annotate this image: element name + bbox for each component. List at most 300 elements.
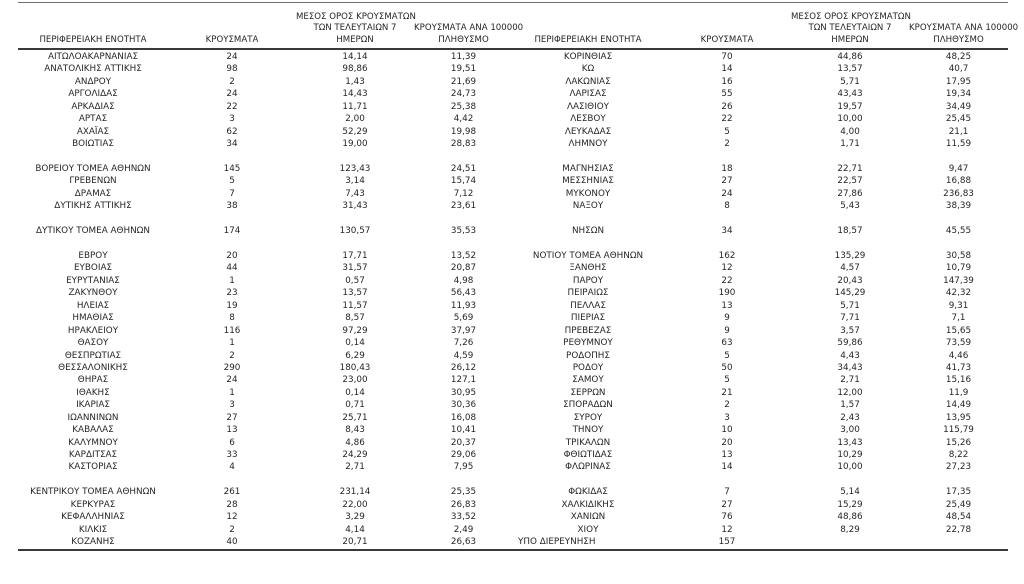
avg7-cell: 3,14 (345, 176, 365, 187)
table-row (513, 536, 1008, 548)
table-row (18, 113, 513, 125)
cases-cell: 3 (229, 400, 235, 411)
left-column-header-region: ΠΕΡΙΦΕΡΕΙΑΚΗ ΕΝΟΤΗΤΑ (39, 34, 147, 45)
table-row (513, 337, 1008, 349)
table-row (513, 200, 1008, 212)
avg7-cell: 52,29 (342, 126, 368, 137)
per100k-cell: 5,69 (453, 313, 474, 324)
region-cell: ΚΩ (581, 64, 595, 75)
avg7-cell: 24,29 (342, 450, 368, 460)
cases-cell: 157 (718, 537, 736, 548)
avg7-cell: 231,14 (339, 487, 371, 498)
region-cell: ΔΥΤΙΚΟΥ ΤΟΜΕΑ ΑΘΗΝΩΝ (36, 226, 150, 237)
per100k-cell: 11,93 (450, 300, 477, 311)
per100k-cell: 26,63 (450, 537, 477, 548)
cases-cell: 2 (724, 139, 730, 150)
right-table-header (513, 12, 1019, 48)
per100k-cell: 27,23 (945, 462, 972, 473)
region-cell: ΓΡΕΒΕΝΩΝ (69, 176, 117, 187)
avg7-cell: 0,57 (345, 275, 365, 286)
region-cell: ΞΑΝΘΗΣ (569, 263, 607, 274)
avg7-cell: 10,00 (837, 462, 863, 473)
avg7-cell: 4,86 (345, 437, 365, 448)
cases-cell: 27 (226, 412, 238, 423)
per100k-cell: 15,65 (945, 325, 972, 336)
region-cell: ΙΚΑΡΙΑΣ (76, 400, 110, 411)
avg7-cell: 10,29 (837, 450, 863, 460)
per100k-cell: 40,7 (948, 64, 969, 75)
region-cell: ΗΜΑΘΙΑΣ (72, 313, 114, 324)
avg7-cell: 98,86 (342, 64, 368, 75)
cases-cell: 2 (229, 524, 235, 535)
cases-cell: 24 (226, 89, 238, 100)
region-cell: ΠΡΕΒΕΖΑΣ (564, 325, 612, 336)
table-row (513, 449, 1008, 461)
table-row (18, 524, 513, 536)
table-row (18, 374, 513, 386)
cases-cell: 2 (724, 400, 730, 411)
table-row (18, 200, 513, 212)
avg7-cell: 19,57 (837, 101, 863, 112)
cases-cell: 24 (226, 375, 238, 386)
avg7-cell: 4,00 (840, 126, 860, 137)
right-column-header-cases: ΚΡΟΥΣΜΑΤΑ (700, 34, 754, 45)
avg7-cell: 25,71 (342, 412, 368, 423)
cases-cell: 261 (223, 487, 241, 498)
avg7-cell: 3,00 (840, 425, 860, 436)
per100k-cell: 4,46 (948, 350, 969, 361)
cases-cell: 20 (226, 251, 238, 261)
avg7-cell: 22,57 (837, 176, 863, 187)
per100k-cell: 15,16 (945, 375, 972, 386)
region-cell: ΛΕΣΒΟΥ (570, 114, 606, 125)
region-cell: ΛΕΥΚΑΔΑΣ (564, 126, 612, 137)
per100k-cell: 4,59 (453, 350, 474, 361)
left-table-header (18, 12, 524, 48)
table-row (513, 350, 1008, 362)
per100k-cell: 19,34 (945, 89, 972, 100)
region-cell: ΙΩΑΝΝΙΝΩΝ (67, 412, 119, 423)
avg7-cell: 130,57 (339, 226, 371, 237)
table-row (18, 51, 513, 63)
table-row-blank (18, 238, 513, 250)
per100k-cell: 7,1 (951, 313, 966, 324)
avg7-cell: 0,71 (345, 400, 365, 411)
cases-cell: 5 (724, 126, 730, 137)
table-row (18, 126, 513, 138)
per100k-cell: 7,95 (453, 462, 474, 473)
per100k-cell: 25,45 (945, 114, 972, 125)
table-row (513, 412, 1008, 424)
region-cell: ΦΘΙΩΤΙΔΑΣ (563, 450, 613, 460)
per100k-cell: 10,41 (450, 425, 477, 436)
region-cell: ΘΕΣΠΡΩΤΙΑΣ (64, 350, 122, 361)
table-row (18, 300, 513, 312)
table-row (18, 399, 513, 411)
per100k-cell: 147,39 (943, 275, 974, 286)
table-row (18, 138, 513, 150)
avg7-cell: 20,43 (837, 275, 863, 286)
cases-cell: 13 (721, 450, 733, 460)
region-cell: ΜΥΚΟΝΟΥ (565, 188, 611, 199)
region-cell: ΧΑΝΙΩΝ (570, 512, 606, 523)
table-row-blank (18, 151, 513, 163)
region-cell: ΜΑΓΝΗΣΙΑΣ (562, 163, 614, 174)
per100k-cell: 19,98 (450, 126, 477, 137)
cases-cell: 13 (226, 425, 238, 436)
table-row (513, 486, 1008, 498)
per100k-cell: 28,83 (450, 139, 477, 150)
per100k-cell: 20,87 (450, 263, 477, 274)
per100k-cell: 13,95 (945, 412, 972, 423)
avg7-cell: 31,43 (342, 201, 368, 212)
region-cell: ΖΑΚΥΝΘΟΥ (68, 288, 118, 299)
avg7-cell: 20,71 (342, 537, 368, 548)
regional-cases-report-table (18, 2, 1019, 551)
cases-cell: 20 (721, 437, 733, 448)
per100k-cell: 4,98 (453, 275, 474, 286)
table-row (18, 63, 513, 75)
region-cell: ΦΩΚΙΔΑΣ (568, 487, 608, 498)
per100k-cell: 17,95 (945, 76, 972, 87)
per100k-cell: 26,83 (450, 499, 477, 510)
region-cell: ΑΙΤΩΛΟΑΚΑΡΝΑΝΙΑΣ (47, 52, 139, 62)
avg7-cell: 4,43 (840, 350, 860, 361)
region-cell: ΗΡΑΚΛΕΙΟΥ (67, 325, 119, 336)
per100k-cell: 56,43 (450, 288, 477, 299)
avg7-cell: 2,43 (840, 412, 860, 423)
per100k-cell: 15,74 (450, 176, 477, 187)
cases-cell: 116 (223, 325, 241, 336)
per100k-cell: 22,78 (945, 524, 972, 535)
table-row (18, 437, 513, 449)
avg7-cell: 4,14 (345, 524, 365, 535)
region-cell: ΡΟΔΟΥ (572, 362, 604, 373)
table-row (18, 486, 513, 498)
table-row (513, 499, 1008, 511)
cases-cell: 70 (721, 52, 733, 62)
per100k-cell: 48,25 (945, 52, 972, 62)
table-row (513, 424, 1008, 436)
cases-cell: 7 (229, 188, 235, 199)
avg7-cell: 43,43 (837, 89, 863, 100)
avg7-cell (791, 536, 909, 548)
table-row (18, 175, 513, 187)
region-cell: ΠΕΙΡΑΙΩΣ (567, 288, 609, 299)
per100k-cell: 9,47 (948, 163, 969, 174)
region-cell: ΒΟΙΩΤΙΑΣ (72, 139, 114, 150)
table-row (513, 51, 1008, 63)
table-row (18, 275, 513, 287)
cases-cell: 8 (229, 313, 235, 324)
per100k-cell: 15,26 (945, 437, 972, 448)
table-row (18, 76, 513, 88)
table-row (18, 188, 513, 200)
region-cell: ΕΒΡΟΥ (78, 251, 108, 261)
per100k-cell: 127,1 (450, 375, 477, 386)
table-row (513, 88, 1008, 100)
table-row (18, 225, 513, 237)
table-row-blank (18, 474, 513, 486)
cases-cell: 23 (226, 288, 238, 299)
per100k-cell: 38,39 (945, 201, 972, 212)
table-row (513, 63, 1008, 75)
cases-cell: 12 (721, 524, 733, 535)
per100k-cell: 8,22 (948, 450, 969, 460)
region-cell: ΝΟΤΙΟΥ ΤΟΜΕΑ ΑΘΗΝΩΝ (532, 251, 644, 261)
region-cell: ΝΗΣΩΝ (571, 226, 605, 237)
avg7-cell: 123,43 (339, 163, 371, 174)
avg7-cell: 48,86 (837, 512, 863, 523)
region-cell: ΑΡΤΑΣ (78, 114, 108, 125)
region-cell: ΕΥΡΥΤΑΝΙΑΣ (66, 275, 120, 286)
table-body-band (18, 50, 1008, 551)
per100k-cell: 11,59 (945, 139, 972, 150)
cases-cell: 290 (223, 362, 241, 373)
table-row (18, 88, 513, 100)
per100k-cell: 7,12 (453, 188, 474, 199)
avg7-cell: 8,57 (345, 313, 365, 324)
cases-cell: 14 (721, 64, 733, 75)
per100k-cell: 26,12 (450, 362, 477, 373)
avg7-cell: 34,43 (837, 362, 863, 373)
right-table-body (513, 51, 1008, 549)
avg7-cell: 31,57 (342, 263, 368, 274)
per100k-cell: 25,35 (450, 487, 477, 498)
region-cell: ΧΑΛΚΙΔΙΚΗΣ (561, 499, 615, 510)
per100k-cell: 30,95 (450, 387, 477, 398)
region-cell: ΡΟΔΟΠΗΣ (566, 350, 610, 361)
region-cell: ΠΑΡΟΥ (572, 275, 604, 286)
table-row (513, 126, 1008, 138)
per100k-cell: 21,1 (948, 126, 969, 137)
table-row (18, 511, 513, 523)
region-cell: ΠΕΛΛΑΣ (570, 300, 606, 311)
cases-cell: 9 (724, 313, 730, 324)
cases-cell: 145 (223, 163, 241, 174)
per100k-cell (909, 536, 1008, 548)
avg7-cell: 13,43 (837, 437, 863, 448)
avg7-cell: 135,29 (834, 251, 866, 261)
per100k-cell: 29,06 (450, 450, 477, 460)
cases-cell: 190 (718, 288, 736, 299)
table-row (18, 250, 513, 262)
region-cell: ΚΕΡΚΥΡΑΣ (70, 499, 116, 510)
avg7-cell: 22,71 (837, 163, 863, 174)
cases-cell: 38 (226, 201, 238, 212)
region-cell: ΚΟΡΙΝΘΙΑΣ (563, 52, 613, 62)
table-row (18, 325, 513, 337)
cases-cell: 27 (721, 499, 733, 510)
region-cell: ΧΙΟΥ (577, 524, 599, 535)
cases-cell: 12 (721, 263, 733, 274)
table-row (18, 461, 513, 473)
region-cell: ΚΟΖΑΝΗΣ (71, 537, 115, 548)
table-header-band (18, 3, 1019, 50)
cases-cell: 1 (229, 338, 235, 349)
table-row-blank (513, 213, 1008, 225)
per100k-cell: 9,31 (948, 300, 969, 311)
table-row-blank (513, 238, 1008, 250)
per100k-cell: 30,36 (450, 400, 477, 411)
table-row (18, 424, 513, 436)
table-row (513, 163, 1008, 175)
avg7-cell: 23,00 (342, 375, 368, 386)
cases-cell: 174 (223, 226, 241, 237)
table-row (513, 138, 1008, 150)
per100k-cell: 35,53 (450, 226, 477, 237)
cases-cell: 10 (721, 425, 733, 436)
cases-cell: 28 (226, 499, 238, 510)
avg7-cell: 12,00 (837, 387, 863, 398)
per100k-cell: 34,49 (945, 101, 972, 112)
avg7-cell: 4,57 (840, 263, 860, 274)
cases-cell: 44 (226, 263, 238, 274)
avg7-cell: 3,29 (345, 512, 365, 523)
avg7-cell: 22,00 (342, 499, 368, 510)
avg7-cell: 15,29 (837, 499, 863, 510)
table-row (18, 350, 513, 362)
avg7-cell: 0,14 (345, 387, 365, 398)
per100k-cell: 20,37 (450, 437, 477, 448)
table-row (513, 250, 1008, 262)
cases-cell: 18 (721, 163, 733, 174)
cases-cell: 12 (226, 512, 238, 523)
per100k-cell: 17,35 (945, 487, 972, 498)
cases-cell: 2 (229, 76, 235, 87)
table-row (18, 312, 513, 324)
region-cell: ΗΛΕΙΑΣ (76, 300, 110, 311)
per100k-cell: 24,51 (450, 163, 477, 174)
avg7-cell: 5,14 (840, 487, 860, 498)
table-row (513, 76, 1008, 88)
region-cell: ΑΡΓΟΛΙΔΑΣ (68, 89, 118, 100)
per100k-cell: 2,49 (453, 524, 474, 535)
avg7-cell: 14,43 (342, 89, 368, 100)
table-row (513, 101, 1008, 113)
cases-cell: 13 (721, 300, 733, 311)
cases-cell: 14 (721, 462, 733, 473)
avg7-cell: 19,00 (342, 139, 368, 150)
avg7-cell: 8,43 (345, 425, 365, 436)
cases-cell: 62 (226, 126, 238, 137)
per100k-cell: 45,55 (945, 226, 972, 237)
region-cell: ΜΕΣΣΗΝΙΑΣ (562, 176, 614, 187)
cases-cell: 4 (229, 462, 235, 473)
table-row (513, 524, 1008, 536)
table-row (513, 225, 1008, 237)
region-cell: ΛΑΚΩΝΙΑΣ (565, 76, 611, 87)
per100k-cell: 33,52 (450, 512, 477, 523)
cases-cell: 3 (229, 114, 235, 125)
cases-cell: 76 (721, 512, 733, 523)
table-row-blank (18, 213, 513, 225)
per100k-cell: 4,42 (453, 114, 474, 125)
region-cell: ΣΑΜΟΥ (572, 375, 604, 386)
cases-cell: 50 (721, 362, 733, 373)
table-row (513, 461, 1008, 473)
region-cell: ΘΑΣΟΥ (77, 338, 109, 349)
cases-cell: 33 (226, 450, 238, 460)
region-cell: ΛΑΡΙΣΑΣ (569, 89, 607, 100)
cases-cell: 16 (721, 76, 733, 87)
per100k-cell: 16,08 (450, 412, 477, 423)
per100k-cell: 30,58 (945, 251, 972, 261)
left-table-body (18, 51, 513, 549)
cases-cell: 5 (724, 350, 730, 361)
table-row (513, 300, 1008, 312)
table-row (513, 362, 1008, 374)
avg7-cell: 14,14 (342, 52, 368, 62)
table-row (18, 262, 513, 274)
region-cell: ΕΥΒΟΙΑΣ (73, 263, 113, 274)
left-column-header-cases: ΚΡΟΥΣΜΑΤΑ (205, 34, 259, 45)
avg7-cell: 2,00 (345, 114, 365, 125)
avg7-cell: 27,86 (837, 188, 863, 199)
avg7-cell: 2,71 (840, 375, 860, 386)
region-cell: ΚΕΦΑΛΛΗΝΙΑΣ (61, 512, 125, 523)
region-cell: ΘΗΡΑΣ (77, 375, 109, 386)
region-cell: ΚΑΒΑΛΑΣ (72, 425, 114, 436)
cases-cell: 2 (229, 350, 235, 361)
cases-cell: 22 (721, 114, 733, 125)
cases-cell: 40 (226, 537, 238, 548)
per100k-cell: 25,38 (450, 101, 477, 112)
table-row (18, 412, 513, 424)
avg7-cell: 44,86 (837, 52, 863, 62)
per100k-cell: 42,32 (945, 288, 972, 299)
table-row (18, 362, 513, 374)
avg7-cell: 97,29 (342, 325, 368, 336)
per100k-cell: 48,54 (945, 512, 972, 523)
avg7-cell: 5,43 (840, 201, 860, 212)
per100k-cell: 25,49 (945, 499, 972, 510)
cases-cell: 3 (724, 412, 730, 423)
avg7-cell: 180,43 (339, 362, 371, 373)
region-cell: ΔΡΑΜΑΣ (74, 188, 112, 199)
cases-cell: 34 (226, 139, 238, 150)
avg7-cell: 6,29 (345, 350, 365, 361)
table-row (513, 113, 1008, 125)
table-row (513, 175, 1008, 187)
per100k-cell: 16,88 (945, 176, 972, 187)
per100k-cell: 11,9 (948, 387, 969, 398)
avg7-cell: 8,29 (840, 524, 860, 535)
per100k-cell: 23,61 (450, 201, 477, 212)
avg7-cell: 1,71 (840, 139, 860, 150)
avg7-cell: 59,86 (837, 338, 863, 349)
avg7-cell: 5,71 (840, 76, 860, 87)
region-cell: ΦΛΩΡΙΝΑΣ (565, 462, 611, 473)
cases-cell: 34 (721, 226, 733, 237)
avg7-cell: 0,14 (345, 338, 365, 349)
region-cell: ΚΑΛΥΜΝΟΥ (68, 437, 118, 448)
table-row (513, 188, 1008, 200)
per100k-cell: 14,49 (945, 400, 972, 411)
table-row (513, 312, 1008, 324)
table-row (18, 101, 513, 113)
table-row (513, 374, 1008, 386)
cases-cell: 55 (721, 89, 733, 100)
table-row (513, 387, 1008, 399)
region-cell: ΛΑΣΙΘΙΟΥ (566, 101, 609, 112)
cases-cell: 27 (721, 176, 733, 187)
cases-cell: 5 (724, 375, 730, 386)
avg7-cell: 1,57 (840, 400, 860, 411)
per100k-cell: 37,97 (450, 325, 477, 336)
avg7-cell: 17,71 (342, 251, 368, 261)
per100k-cell: 41,73 (945, 362, 972, 373)
